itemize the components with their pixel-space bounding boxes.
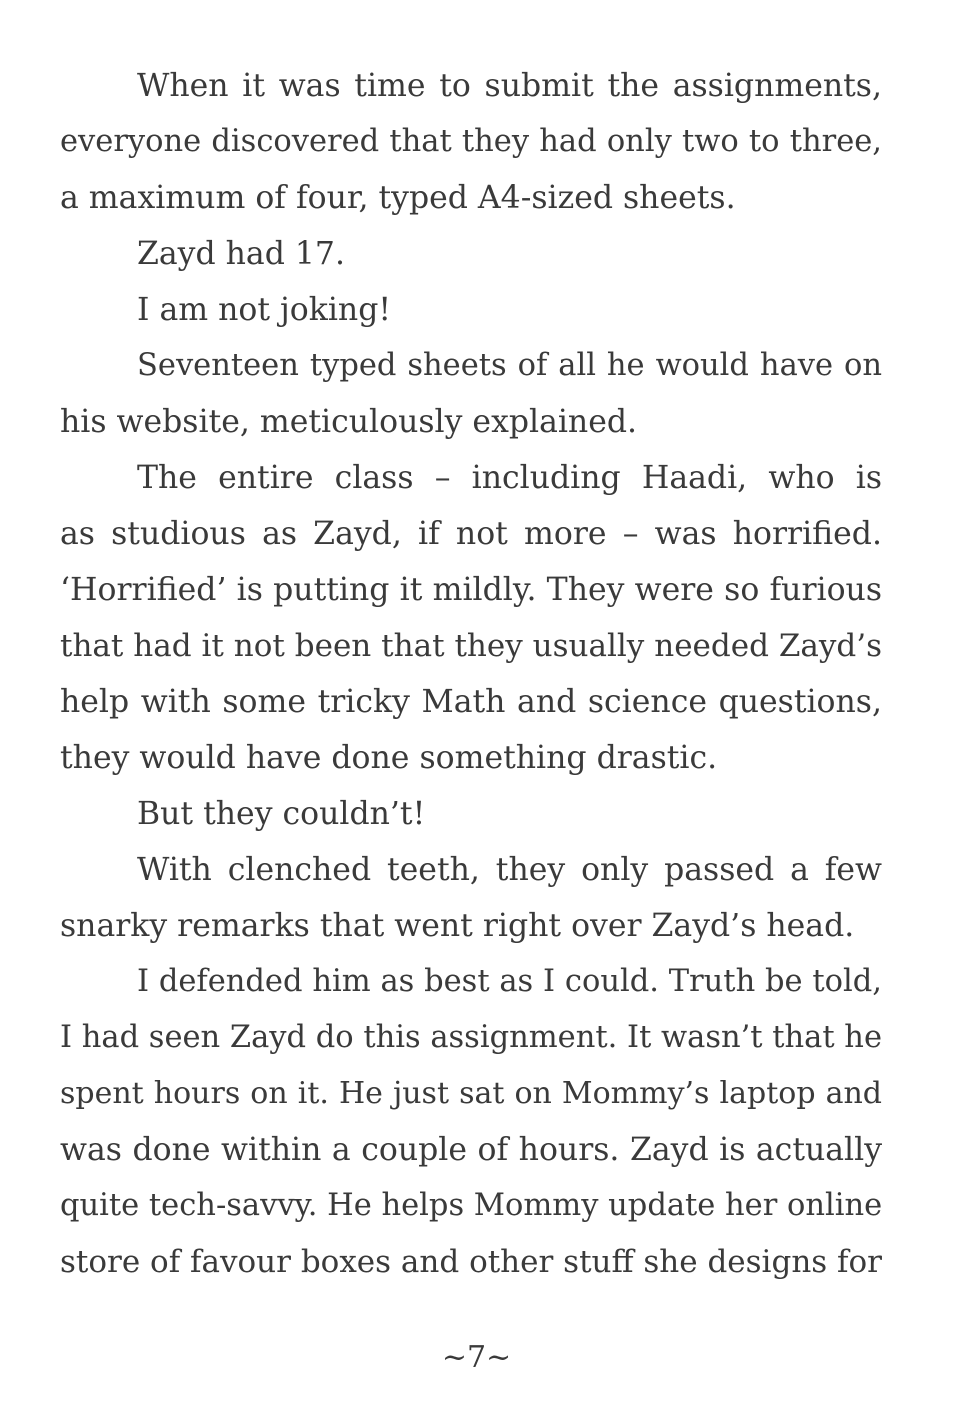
text-line: The entire class – including Haadi, who is [137, 460, 882, 496]
text-line: quite tech-savvy. He helps Mommy update her online [60, 1188, 883, 1223]
text-line: I am not joking! [137, 292, 392, 328]
text-line: a maximum of four, typed A4-sized sheets. [60, 180, 736, 216]
text-line: they would have done something drastic. [60, 740, 718, 776]
text-line: But they couldn’t! [137, 796, 426, 832]
page-body-text [60, 58, 882, 1290]
text-line: was done within a couple of hours. Zayd is actually [60, 1132, 882, 1168]
text-line: spent hours on it. He just sat on Mommy’s laptop and [60, 1076, 882, 1111]
text-line: When it was time to submit the assignments, [137, 68, 882, 104]
text-line: that had it not been that they usually needed Zayd’s [60, 628, 882, 664]
text-line: everyone discovered that they had only two to three, [60, 124, 882, 159]
text-line: ‘Horrified’ is putting it mildly. They were so furious [60, 572, 882, 608]
text-line: Zayd had 17. [137, 236, 345, 272]
text-line: I had seen Zayd do this assignment. It wasn’t that he [60, 1020, 882, 1055]
text-line: With clenched teeth, they only passed a few [137, 852, 882, 888]
page-number: ~7~ [441, 1340, 512, 1375]
text-line: as studious as Zayd, if not more – was horrified. [60, 516, 882, 552]
text-line: Seventeen typed sheets of all he would have on [137, 348, 882, 383]
text-line: snarky remarks that went right over Zayd’s head. [60, 908, 855, 944]
text-line: help with some tricky Math and science questions, [60, 684, 882, 720]
text-line: store of favour boxes and other stuff she designs for [60, 1244, 882, 1280]
text-line: his website, meticulously explained. [60, 404, 638, 440]
text-line: I defended him as best as I could. Truth be told, [137, 964, 882, 999]
